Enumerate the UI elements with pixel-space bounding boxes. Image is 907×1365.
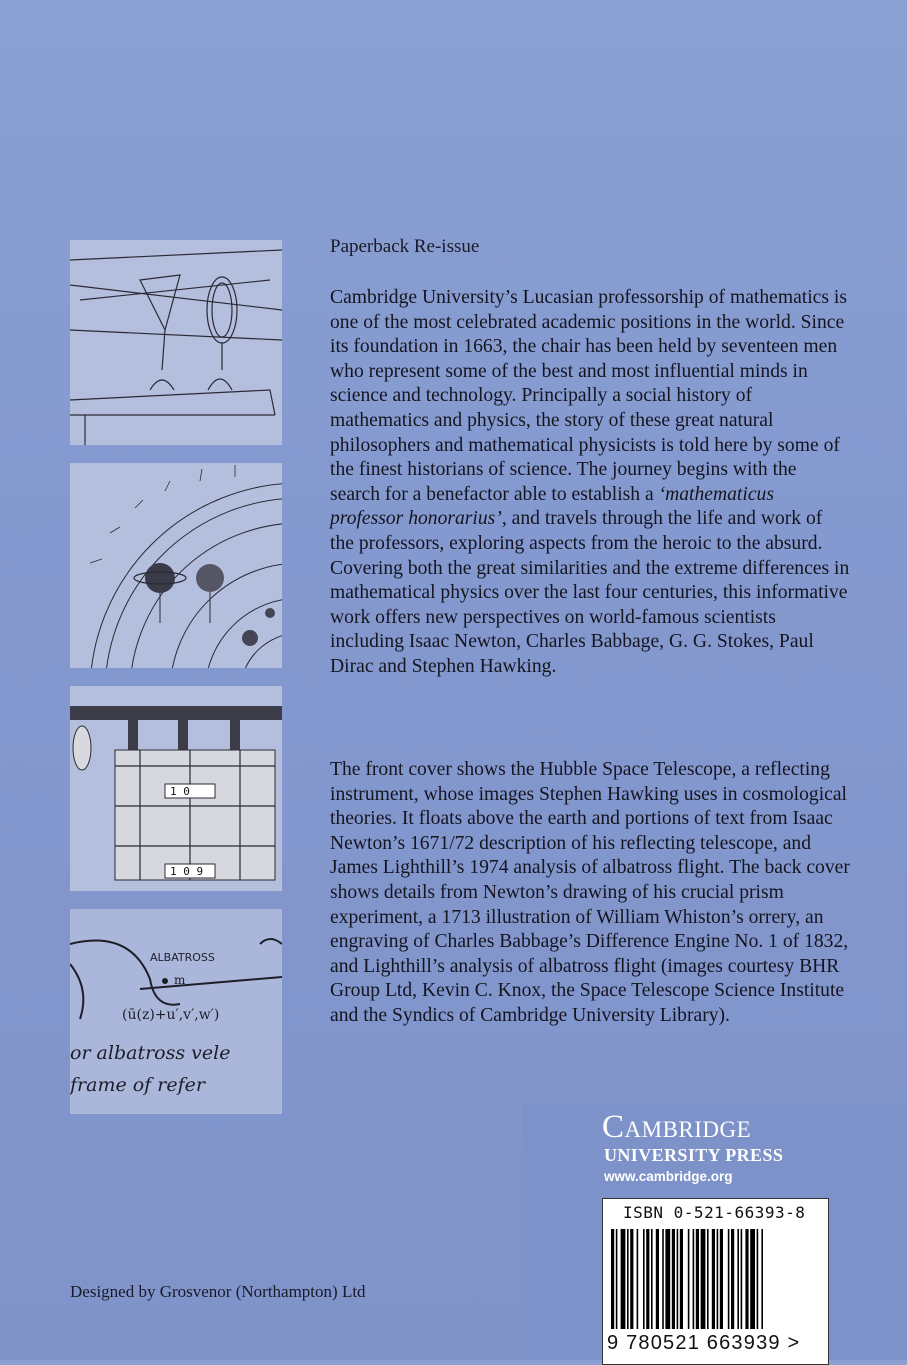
designer-credit: Designed by Grosvenor (Northampton) Ltd — [70, 1282, 366, 1301]
description-italic-phrase: ‘mathematicus professor honorarius’ — [330, 483, 774, 530]
cover-description-paragraph: The front cover shows the Hubble Space Telescope, a reflecting instrument, whose images Stephen Hawking uses in cosmological theories. It floats above the earth and portions of text from Isaac Newton’s 1671/72 description of his reflecting telescope, and James Lighthill’s 1974 analysis of albatross flight. The back cover shows details from Newton’s drawing of his crucial prism experiment, a 1713 illustration of William Whiston’s orrery, an engraving of Charles Babbage’s Difference Engine No. 1 of 1832, and Lighthill’s analysis of albatross flight (images courtesy BHR Group Ltd, Kevin C. Knox, the Space Telescope Science Institute and the Syndics of Cambridge University Library). — [330, 759, 850, 1026]
description-text-end: , and travels through the life and work of the professors, exploring aspects from the heroic to the absurd. Covering both the great similarities and the extreme differences in mathematical physics over the last four centuries, this informative work offers new perspectives on world-famous scientists including Isaac Newton, Charles Babbage, G. G. Stokes, Paul Dirac and Stephen Hawking. — [330, 508, 850, 677]
prism-experiment-image — [70, 240, 282, 445]
description-paragraph — [330, 286, 850, 680]
difference-engine-image — [70, 686, 282, 891]
orrery-image — [70, 463, 282, 668]
albatross-note-line2: frame of refer — [70, 1074, 205, 1096]
publisher-block — [522, 1103, 907, 1360]
section-heading: Paperback Re-issue — [330, 236, 480, 257]
albatross-label: ALBATROSS — [150, 951, 215, 964]
publisher-logo-name: Cambridge — [602, 1109, 752, 1145]
albatross-mass: m — [174, 973, 186, 987]
engine-number-upper: 1 0 — [170, 785, 190, 798]
barcode-bars — [611, 1229, 823, 1329]
albatross-vector: (ū(z)+u′,v′,w′) — [122, 1007, 220, 1023]
isbn-barcode — [602, 1198, 829, 1365]
albatross-analysis-image — [70, 909, 282, 1114]
isbn-label: ISBN 0-521-66393-8 — [623, 1203, 806, 1222]
description-text-start: Cambridge University’s Lucasian professorship of mathematics is one of the most celebrated academic positions in the world. Since its foundation in 1663, the chair has been held by seventeen men who represent some of the best and most influential minds in science and technology. Principally a social history of mathematics and physics, the story of these great natural philosophers and mathematical physicists is told here by some of the finest historians of science. The journey begins with the search for a benefactor able to establish a — [330, 287, 847, 505]
publisher-subtitle: UNIVERSITY PRESS — [604, 1145, 784, 1165]
barcode-digits: 9 780521 663939 > — [607, 1332, 801, 1354]
publisher-url: www.cambridge.org — [604, 1169, 733, 1184]
engine-number-lower: 1 0 9 — [170, 865, 204, 878]
albatross-note-line1: or albatross vele — [70, 1042, 231, 1064]
